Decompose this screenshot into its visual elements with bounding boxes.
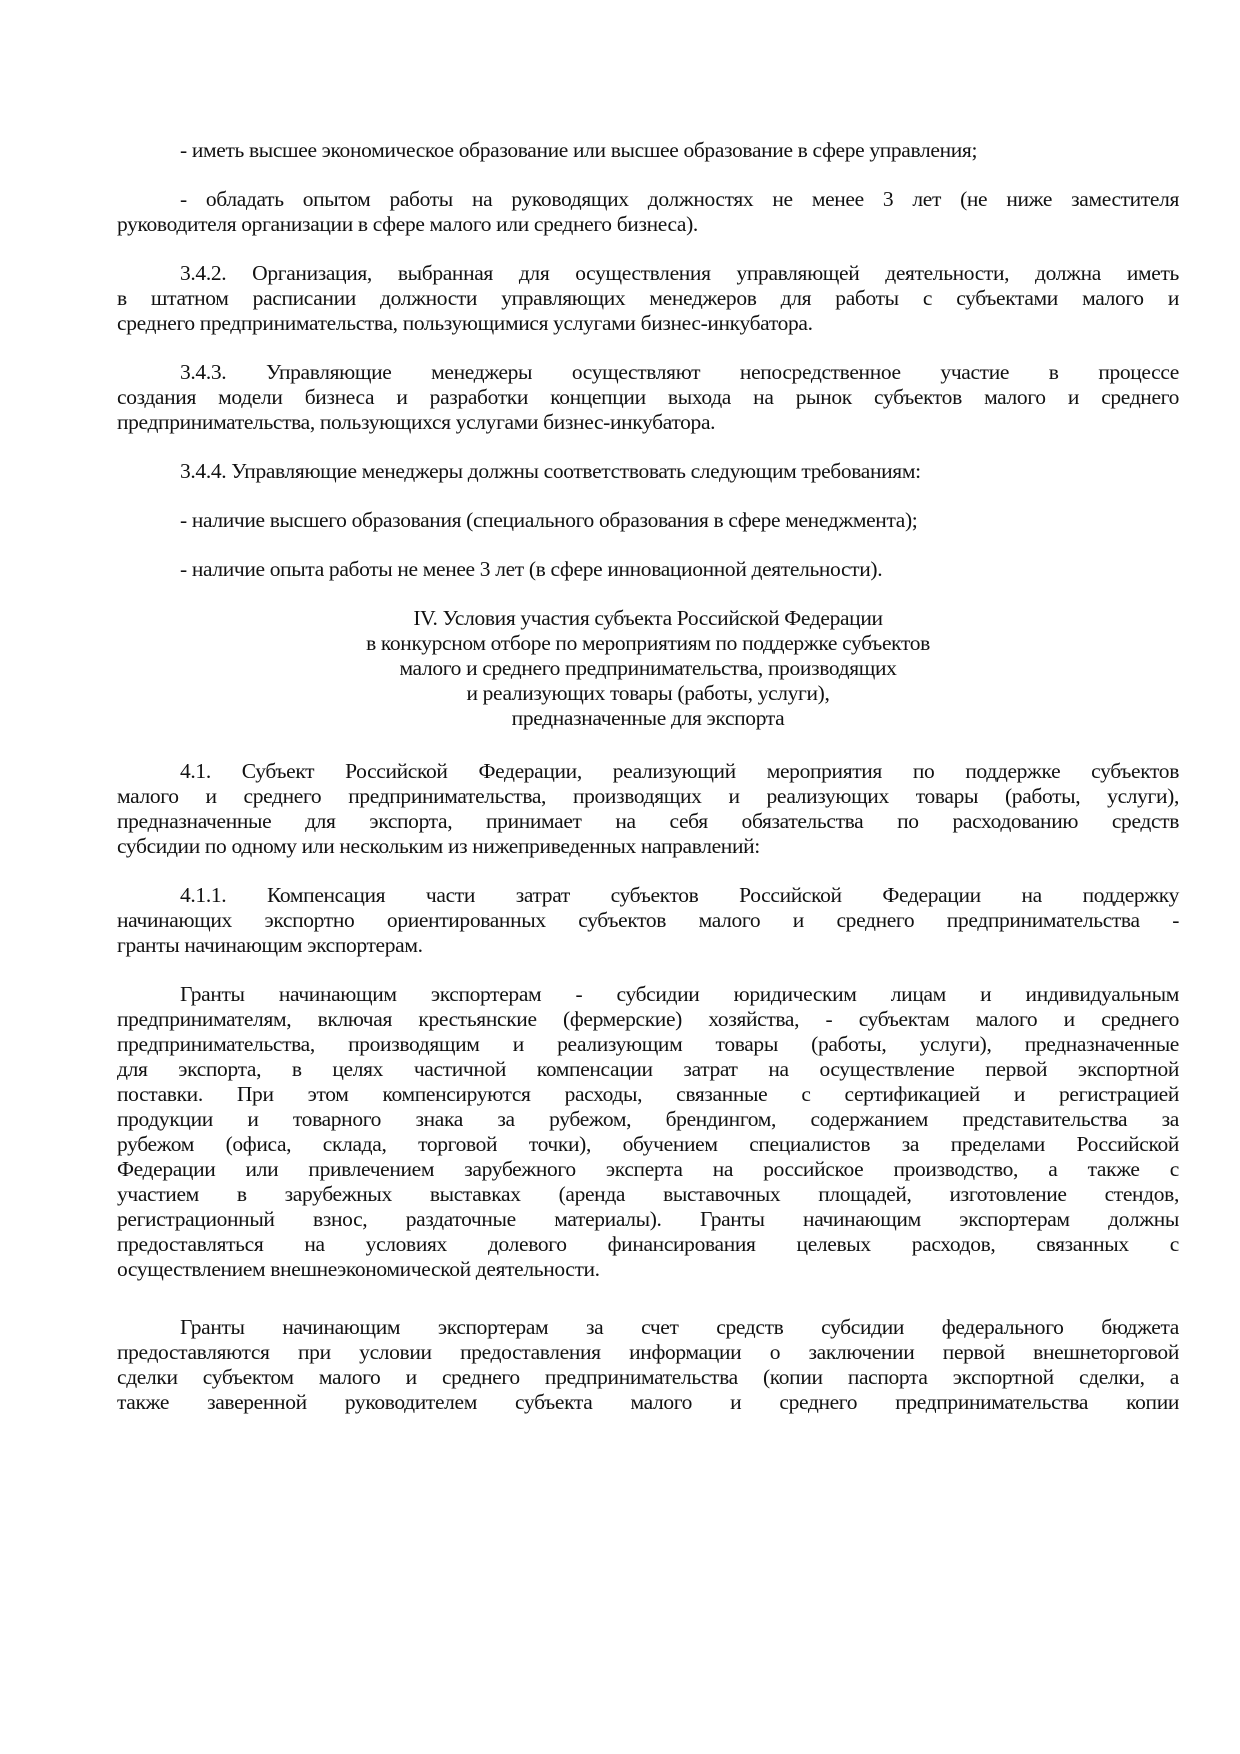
section-iv-heading-line-5: предназначенные для экспорта: [511, 706, 785, 730]
clause-3-4-2-line-3: среднего предпринимательства, пользующимися услугами бизнес-инкубатора.: [117, 311, 813, 335]
grants-definition-line-11: предоставляться на условиях долевого финансирования целевых расходов, связанных с: [117, 1232, 1179, 1256]
clause-3-4-2-line-1: 3.4.2. Организация, выбранная для осуществления управляющей деятельности, должна иметь: [180, 261, 1179, 285]
section-iv-heading-line-1: IV. Условия участия субъекта Российской Федерации: [413, 606, 883, 630]
clause-4-1-1-line-1: 4.1.1. Компенсация части затрат субъектов Российской Федерации на поддержку: [180, 883, 1179, 907]
clause-4-1-line-1: 4.1. Субъект Российской Федерации, реализующий мероприятия по поддержке субъектов: [180, 759, 1179, 783]
clause-3-4-4: 3.4.4. Управляющие менеджеры должны соответствовать следующим требованиям:: [180, 459, 921, 483]
grants-federal-budget-line-1: Гранты начинающим экспортерам за счет средств субсидии федерального бюджета: [180, 1315, 1179, 1339]
clause-4-1-1-line-3: гранты начинающим экспортерам.: [117, 933, 423, 957]
clause-3-4-3-line-3: предпринимательства, пользующихся услугами бизнес-инкубатора.: [117, 410, 716, 434]
grants-definition-line-12: осуществлением внешнеэкономической деятельности.: [117, 1257, 600, 1281]
clause-3-4-2-line-2: в штатном расписании должности управляющих менеджеров для работы с субъектами малого и: [117, 286, 1179, 310]
clause-3-4-3-line-1: 3.4.3. Управляющие менеджеры осуществляют непосредственное участие в процессе: [180, 360, 1179, 384]
requirement-economic-education: - иметь высшее экономическое образование или высшее образование в сфере управления;: [180, 138, 978, 162]
grants-definition-line-6: продукции и товарного знака за рубежом, брендингом, содержанием представительства за: [117, 1107, 1179, 1131]
section-iv-heading-line-4: и реализующих товары (работы, услуги),: [466, 681, 830, 705]
grants-definition-line-2: предпринимателям, включая крестьянские (фермерские) хозяйства, - субъектам малого и среднего: [117, 1007, 1179, 1031]
grants-definition-line-3: предпринимательства, производящим и реализующим товары (работы, услуги), предназначенные: [117, 1032, 1179, 1056]
section-iv-heading-line-2: в конкурсном отборе по мероприятиям по поддержке субъектов: [366, 631, 930, 655]
grants-definition-line-8: Федерации или привлечением зарубежного эксперта на российское производство, а также с: [117, 1157, 1179, 1181]
requirement-work-experience: - наличие опыта работы не менее 3 лет (в сфере инновационной деятельности).: [180, 557, 883, 581]
grants-definition-line-4: для экспорта, в целях частичной компенсации затрат на осуществление первой экспортной: [117, 1057, 1179, 1081]
grants-federal-budget-line-2: предоставляются при условии предоставления информации о заключении первой внешнеторговой: [117, 1340, 1179, 1364]
requirement-management-experience-line-1: - обладать опытом работы на руководящих должностях не менее 3 лет (не ниже заместителя: [180, 187, 1179, 211]
clause-4-1-line-2: малого и среднего предпринимательства, производящих и реализующих товары (работы, услуги),: [117, 784, 1179, 808]
grants-definition-line-5: поставки. При этом компенсируются расходы, связанные с сертификацией и регистрацией: [117, 1082, 1179, 1106]
requirement-management-experience-line-2: руководителя организации в сфере малого или среднего бизнеса).: [117, 212, 698, 236]
clause-3-4-3-line-2: создания модели бизнеса и разработки концепции выхода на рынок субъектов малого и среднего: [117, 385, 1179, 409]
grants-federal-budget-line-3: сделки субъектом малого и среднего предпринимательства (копии паспорта экспортной сделки, а: [117, 1365, 1179, 1389]
clause-4-1-line-4: субсидии по одному или нескольким из нижеприведенных направлений:: [117, 834, 760, 858]
grants-definition-line-9: участием в зарубежных выставках (аренда выставочных площадей, изготовление стендов,: [117, 1182, 1179, 1206]
grants-federal-budget-line-4: также заверенной руководителем субъекта малого и среднего предпринимательства копии: [117, 1390, 1179, 1414]
clause-4-1-line-3: предназначенные для экспорта, принимает на себя обязательства по расходованию средств: [117, 809, 1179, 833]
requirement-higher-education: - наличие высшего образования (специального образования в сфере менеджмента);: [180, 508, 918, 532]
grants-definition-line-1: Гранты начинающим экспортерам - субсидии юридическим лицам и индивидуальным: [180, 982, 1179, 1006]
grants-definition-line-10: регистрационный взнос, раздаточные материалы). Гранты начинающим экспортерам должны: [117, 1207, 1179, 1231]
clause-4-1-1-line-2: начинающих экспортно ориентированных субъектов малого и среднего предпринимательства -: [117, 908, 1179, 932]
section-iv-heading-line-3: малого и среднего предпринимательства, производящих: [399, 656, 897, 680]
grants-definition-line-7: рубежом (офиса, склада, торговой точки), обучением специалистов за пределами Российской: [117, 1132, 1179, 1156]
